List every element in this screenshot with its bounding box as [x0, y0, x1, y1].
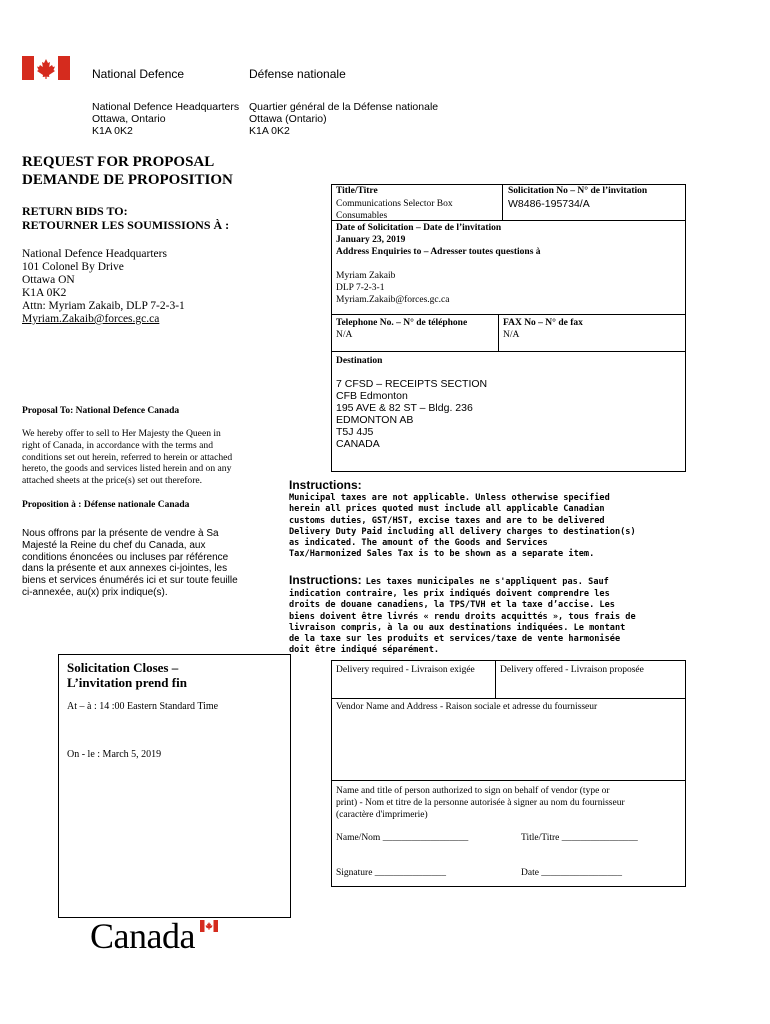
enquiries-label: Address Enquiries to – Adresser toutes questions à: [336, 247, 541, 257]
solicitation-date-label: Date of Solicitation – Date de l’invitation: [336, 223, 502, 233]
telephone-label: Telephone No. – N° de téléphone: [336, 318, 468, 328]
vendor-name-address-field[interactable]: Vendor Name and Address - Raison sociale et adresse du fournisseur: [336, 702, 598, 712]
signature-field[interactable]: Signature _______________: [336, 868, 447, 878]
solicitation-closes-heading: [67, 660, 187, 690]
instructions-label-fr: Instructions:: [289, 573, 362, 587]
hq-address-fr: Quartier général de la Défense nationale Ottawa (Ontario) K1A 0K2: [249, 101, 439, 137]
proposal-heading-fr: Proposition à : Défense nationale Canada: [22, 500, 190, 510]
instructions-body-fr-first: Les taxes municipales ne s'appliquent pas. Sauf: [365, 577, 609, 587]
instructions-fr: [289, 571, 719, 657]
dept-name-fr: Défense nationale: [249, 67, 346, 81]
solicitation-number-value: W8486-195734/A: [508, 198, 590, 210]
dept-name-en: National Defence: [92, 67, 185, 81]
return-bids-heading-en: RETURN BIDS TO:: [22, 204, 128, 218]
closes-heading-fr: L’invitation prend fin: [67, 675, 187, 690]
telephone-value: N/A: [336, 330, 353, 340]
vendor-table: [331, 660, 686, 887]
proposal-heading-en: Proposal To: National Defence Canada: [22, 406, 180, 416]
solicitation-date-value: January 23, 2019: [336, 235, 406, 245]
return-bids-heading: [22, 204, 229, 232]
date-field[interactable]: Date _________________: [521, 868, 623, 878]
closes-heading-en: Solicitation Closes –: [67, 660, 179, 675]
wordmark-flag-icon: [200, 920, 218, 932]
delivery-required-field[interactable]: Delivery required - Livraison exigée: [336, 665, 475, 675]
closing-time: At – à : 14 :00 Eastern Standard Time: [67, 701, 219, 712]
solicitation-number-label: Solicitation No – N° de l’invitation: [508, 186, 648, 196]
hq-address-en: National Defence Headquarters Ottawa, Ontario K1A 0K2: [92, 101, 240, 137]
title-label: Title/Titre: [336, 186, 378, 196]
authorized-person-label: Name and title of person authorized to sign on behalf of vendor (type or print) - Nom et titre de la personne autorisée à signer au nom du fournisseur (caractère d'imprimerie): [336, 786, 625, 820]
solicitation-closes-box: [58, 654, 291, 918]
instructions-body-fr: indication contraire, les prix indiqués doivent comprendre les droits de douane canadiens, la TPS/TVH et la taxe d’accise. Les biens doivent être livrés « rendu droits acquittés », tous frais de livraison compris, à la ou aux destinations indiquées. Le montant de la taxe sur les produits et services/taxe de vente harmonisée doit être indiqué séparément.: [289, 589, 636, 656]
title-fr: DEMANDE DE PROPOSITION: [22, 172, 233, 188]
title-field[interactable]: Title/Titre ________________: [521, 833, 638, 843]
enquiries-contact: Myriam Zakaib DLP 7-2-3-1 Myriam.Zakaib@forces.gc.ca: [336, 271, 450, 305]
return-bids-address: National Defence Headquarters 101 Colonel By Drive Ottawa ON K1A 0K2 Attn: Myriam Zakaib, DLP 7-2-3-1: [22, 248, 185, 312]
destination-address: 7 CFSD – RECEIPTS SECTION CFB Edmonton 195 AVE & 82 ST – Bldg. 236 EDMONTON AB T5J 4J5 CANADA: [336, 378, 488, 450]
fax-value: N/A: [503, 330, 520, 340]
instructions-body-en: Municipal taxes are not applicable. Unless otherwise specified herein all prices quoted must include all applicable Canadian customs duties, GST/HST, excise taxes and are to be delivered Delivery Duty Paid including all delivery charges to destination(s) as indicated. The amount of the Goods and Services Tax/Harmonized Sales Tax is to be shown as a separate item.: [289, 493, 636, 560]
instructions-en: [289, 478, 709, 561]
proposal-body-fr: Nous offrons par la présente de vendre à Sa Majesté la Reine du chef du Canada, aux conditions énoncées ou incluses par référence dans la présente et aux annexes ci-jointes, les biens et services énumérés ici et sur toute feuille ci-annexée, au(x) prix indique(s).: [22, 528, 238, 598]
proposal-body-en: We hereby offer to sell to Her Majesty the Queen in right of Canada, in accordance with the terms and conditions set out herein, referred to herein or attached hereto, the goods and services listed herein and on any attached sheets at the price(s) set out therefore.: [22, 428, 233, 487]
instructions-label-en: Instructions:: [289, 478, 362, 492]
fax-label: FAX No – N° de fax: [503, 318, 583, 328]
title-value: Communications Selector Box Consumables: [336, 199, 453, 221]
canada-flag-icon: [22, 56, 70, 80]
closing-date: On - le : March 5, 2019: [67, 749, 162, 760]
delivery-offered-field[interactable]: Delivery offered - Livraison proposée: [500, 665, 644, 675]
return-bids-email[interactable]: Myriam.Zakaib@forces.gc.ca: [22, 313, 160, 325]
return-bids-heading-fr: RETOURNER LES SOUMISSIONS À :: [22, 218, 230, 232]
name-field[interactable]: Name/Nom __________________: [336, 833, 469, 843]
destination-label: Destination: [336, 356, 383, 366]
canada-wordmark: Canada: [90, 916, 195, 956]
title-en: REQUEST FOR PROPOSAL: [22, 154, 215, 170]
page-title: [22, 153, 233, 189]
